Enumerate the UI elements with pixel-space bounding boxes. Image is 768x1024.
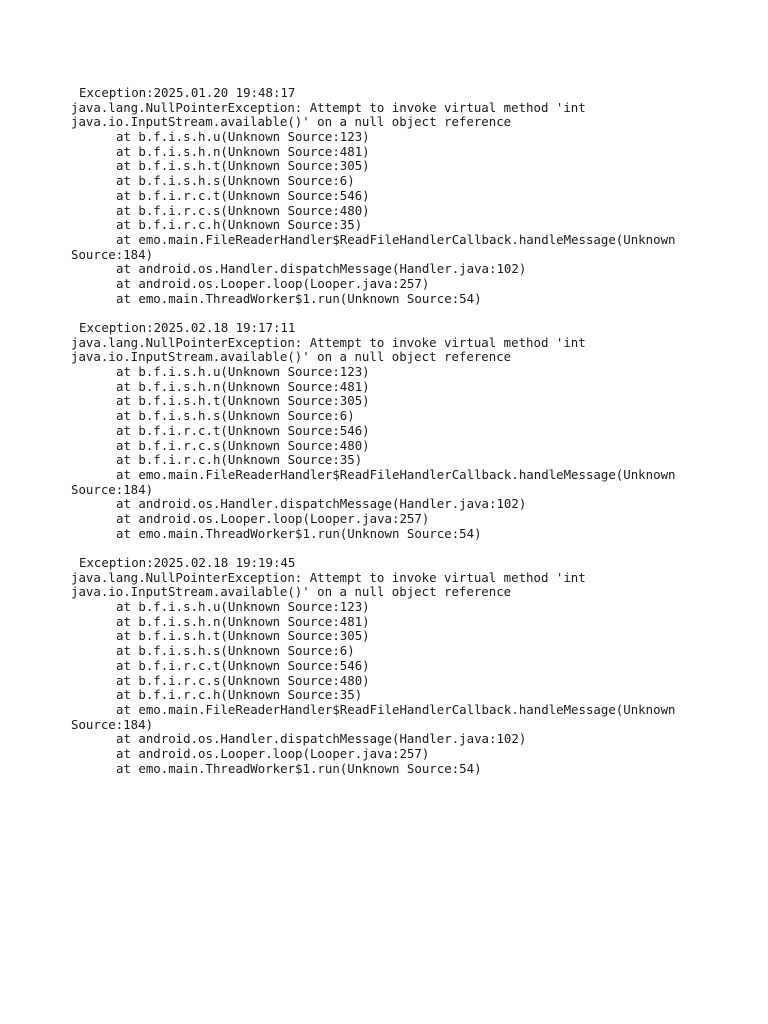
stack-frame: at emo.main.ThreadWorker$1.run(Unknown Source:54) — [116, 760, 482, 776]
stack-frame: at android.os.Looper.loop(Looper.java:257) — [116, 510, 430, 526]
stack-frame: at b.f.i.r.c.t(Unknown Source:546) — [116, 657, 370, 673]
exception-message-line: java.io.InputStream.available()' on a null object reference — [71, 349, 512, 365]
exception-message-line: java.lang.NullPointerException: Attempt to invoke virtual method 'int — [71, 99, 586, 115]
stack-frame: at b.f.i.s.h.t(Unknown Source:305) — [116, 393, 370, 409]
exception-message-line: java.lang.NullPointerException: Attempt to invoke virtual method 'int — [71, 334, 586, 350]
exception-log — [71, 86, 751, 776]
stack-frame: at b.f.i.r.c.h(Unknown Source:35) — [116, 452, 363, 468]
stack-frame: at emo.main.ThreadWorker$1.run(Unknown Source:54) — [116, 525, 482, 541]
stack-frame: at android.os.Handler.dispatchMessage(Handler.java:102) — [116, 261, 527, 277]
log-document — [71, 86, 751, 791]
exception-entry — [71, 86, 751, 306]
stack-frame: at b.f.i.r.c.s(Unknown Source:480) — [116, 202, 370, 218]
stack-frame: at b.f.i.s.h.s(Unknown Source:6) — [116, 173, 355, 189]
stack-frame: at b.f.i.s.h.n(Unknown Source:481) — [116, 143, 370, 159]
stack-frame: at android.os.Looper.loop(Looper.java:257) — [116, 275, 430, 291]
exception-timestamp: Exception:2025.02.18 19:19:45 — [79, 555, 296, 570]
stack-frame: at b.f.i.r.c.h(Unknown Source:35) — [116, 217, 363, 233]
stack-frame: at b.f.i.s.h.s(Unknown Source:6) — [116, 643, 355, 659]
stack-frame: at b.f.i.s.h.n(Unknown Source:481) — [116, 378, 370, 394]
stack-frame: at android.os.Handler.dispatchMessage(Handler.java:102) — [116, 731, 527, 747]
stack-frame: at b.f.i.r.c.h(Unknown Source:35) — [116, 687, 363, 703]
stack-frame: at b.f.i.r.c.s(Unknown Source:480) — [116, 672, 370, 688]
stack-frame: at b.f.i.r.c.t(Unknown Source:546) — [116, 187, 370, 203]
stack-frame: at b.f.i.s.h.t(Unknown Source:305) — [116, 628, 370, 644]
stack-frame: at android.os.Handler.dispatchMessage(Handler.java:102) — [116, 496, 527, 512]
exception-entry — [71, 556, 751, 776]
exception-timestamp: Exception:2025.02.18 19:17:11 — [79, 320, 296, 335]
exception-message-line: java.io.InputStream.available()' on a null object reference — [71, 584, 512, 600]
stack-frame-continuation: Source:184) — [71, 481, 154, 497]
stack-frame: at emo.main.FileReaderHandler$ReadFileHandlerCallback.handleMessage(Unknown — [116, 701, 676, 717]
exception-entry — [71, 321, 751, 541]
stack-frame: at android.os.Looper.loop(Looper.java:257) — [116, 745, 430, 761]
stack-frame: at b.f.i.s.h.t(Unknown Source:305) — [116, 158, 370, 174]
stack-frame: at emo.main.ThreadWorker$1.run(Unknown Source:54) — [116, 290, 482, 306]
stack-frame: at b.f.i.r.c.s(Unknown Source:480) — [116, 437, 370, 453]
stack-frame: at b.f.i.s.h.s(Unknown Source:6) — [116, 408, 355, 424]
stack-frame-continuation: Source:184) — [71, 716, 154, 732]
stack-frame: at emo.main.FileReaderHandler$ReadFileHandlerCallback.handleMessage(Unknown — [116, 231, 676, 247]
stack-frame: at b.f.i.s.h.n(Unknown Source:481) — [116, 613, 370, 629]
stack-frame: at b.f.i.s.h.u(Unknown Source:123) — [116, 364, 370, 380]
stack-frame: at b.f.i.r.c.t(Unknown Source:546) — [116, 422, 370, 438]
stack-frame: at emo.main.FileReaderHandler$ReadFileHandlerCallback.handleMessage(Unknown — [116, 466, 676, 482]
stack-frame: at b.f.i.s.h.u(Unknown Source:123) — [116, 129, 370, 145]
exception-message-line: java.lang.NullPointerException: Attempt to invoke virtual method 'int — [71, 569, 586, 585]
exception-timestamp: Exception:2025.01.20 19:48:17 — [79, 85, 296, 100]
exception-message-line: java.io.InputStream.available()' on a null object reference — [71, 114, 512, 130]
stack-frame-continuation: Source:184) — [71, 246, 154, 262]
stack-frame: at b.f.i.s.h.u(Unknown Source:123) — [116, 599, 370, 615]
